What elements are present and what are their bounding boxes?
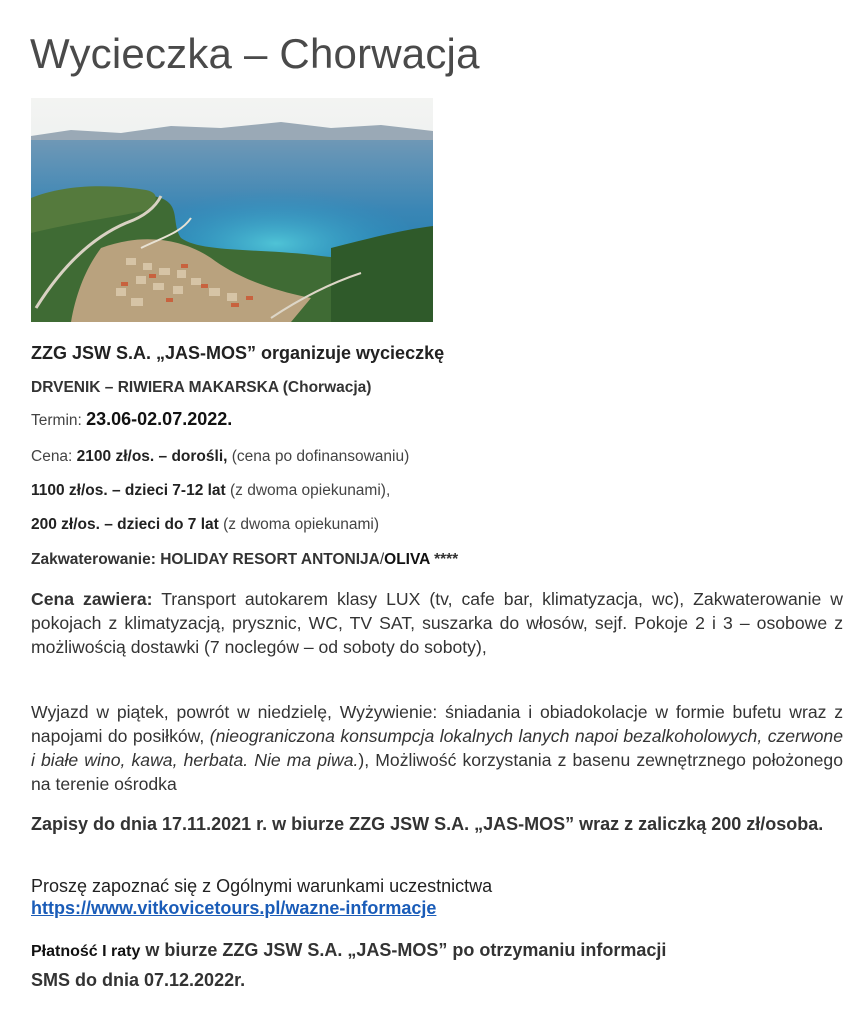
coastal-village-photo (31, 98, 433, 322)
payment-block (31, 936, 666, 994)
includes-label: Cena zawiera: (31, 589, 153, 609)
price-note: (z dwoma opiekunami), (225, 482, 391, 499)
terms-link[interactable]: https://www.vitkovicetours.pl/wazne-informacje (31, 898, 437, 918)
payment-rest: w biurze ZZG JSW S.A. „JAS-MOS” po otrzymaniu informacji (140, 940, 667, 960)
price-note: (cena po dofinansowaniu) (227, 448, 410, 465)
includes-paragraph (31, 587, 843, 659)
price-note: (z dwoma opiekunami) (218, 516, 380, 533)
payment-first-installment: Płatność I raty (31, 943, 141, 960)
price-children-under-7 (31, 516, 379, 534)
includes-text: Transport autokarem klasy LUX (tv, cafe bar, klimatyzacja, wc), Zakwaterowanie w pokojach z klimatyzacją, prysznic, WC, TV SAT, suszarka do włosów, sejf. Pokoje 2 i 3 – osobowe z możliwością dostawki (7 noclegów – od soboty do soboty), (31, 589, 843, 657)
destination: DRVENIK – RIWIERA MAKARSKA (Chorwacja) (31, 379, 372, 396)
accommodation-line (31, 551, 458, 569)
accommodation-label: Zakwaterowanie: HOLIDAY RESORT ANTONIJA (31, 551, 380, 568)
term-label: Termin: (31, 412, 87, 429)
accommodation-name2: OLIVA (384, 551, 430, 568)
price-amount: 200 zł/os. – dzieci do 7 lat (31, 516, 219, 533)
travel-drinks-note: (nieograniczona konsumpcja lokalnych lanych napoi bezalkoholowych, czerwone i białe wino, kawa, herbata. Nie ma piwa. (31, 726, 843, 770)
registration-deadline: Zapisy do dnia 17.11.2021 r. w biurze ZZG JSW S.A. „JAS-MOS” wraz z zaliczką 200 zł/osoba. (31, 814, 824, 834)
travel-text-end: ), Możliwość korzystania z basenu zewnętrznego położonego na terenie ośrodka (31, 750, 843, 794)
accommodation-stars: **** (429, 551, 459, 568)
price-prefix: Cena: (31, 448, 77, 465)
headline: ZZG JSW S.A. „JAS-MOS” organizuje wycieczkę (31, 343, 445, 363)
terms-block (31, 875, 492, 919)
page-title: Wycieczka – Chorwacja (30, 30, 480, 77)
travel-paragraph (31, 700, 843, 796)
term-line (31, 409, 232, 430)
price-children-7-12 (31, 482, 390, 500)
term-dot: . (227, 409, 233, 429)
payment-line-2: SMS do dnia 07.12.2022r. (31, 970, 246, 990)
payment-line-1 (31, 936, 666, 966)
terms-text: Proszę zapoznać się z Ogólnymi warunkami uczestnictwa (31, 876, 493, 896)
price-amount: 2100 zł/os. – dorośli, (76, 448, 228, 465)
accommodation-slash: / (379, 551, 385, 568)
price-amount: 1100 zł/os. – dzieci 7-12 lat (31, 482, 226, 499)
price-adults (31, 448, 409, 466)
travel-text: Wyjazd w piątek, powrót w niedzielę, Wyżywienie: śniadania i obiadokolacje w formie bufetu wraz z napojami do posiłków, (31, 702, 843, 746)
term-value: 23.06-02.07.2022 (86, 409, 228, 429)
